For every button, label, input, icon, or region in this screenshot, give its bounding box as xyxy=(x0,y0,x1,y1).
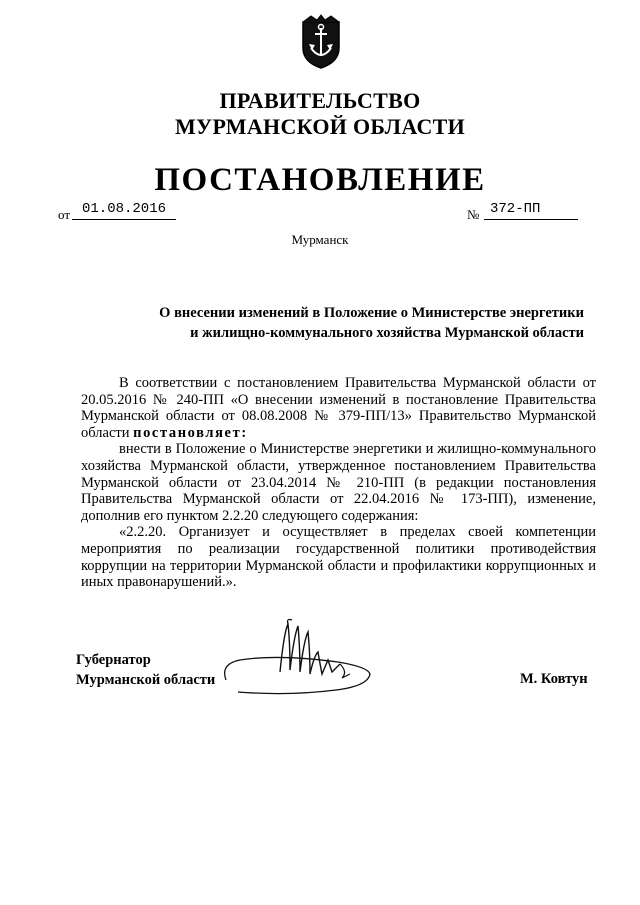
subject-line2: и жилищно-коммунального хозяйства Мурманской области xyxy=(190,325,584,341)
signer-name: М. Ковтун xyxy=(520,671,588,687)
date-label: от xyxy=(58,207,71,222)
org-name-line2: МУРМАНСКОЙ ОБЛАСТИ xyxy=(174,114,466,139)
document-date: 01.08.2016 xyxy=(72,201,176,220)
handwritten-signature xyxy=(218,612,378,702)
paragraph-new-clause: «2.2.20. Организует и осуществляет в пределах своей компетенции мероприятия по реализации государственной политики противодействия коррупции на территории Мурманской области и профилактики коррупционных и иных правонарушений.». xyxy=(81,524,596,591)
city: Мурманск xyxy=(291,232,349,247)
document-body xyxy=(81,375,596,591)
document-subject xyxy=(100,303,584,343)
signer-title-line1: Губернатор xyxy=(76,652,151,668)
org-name-line1: ПРАВИТЕЛЬСТВО xyxy=(219,88,421,113)
document-number: 372-ПП xyxy=(484,201,578,220)
signer-title xyxy=(76,650,215,690)
resolves-word: постановляет: xyxy=(133,424,248,441)
preamble-text: В соответствии с постановлением Правительства Мурманской области от 20.05.2016 № 240-ПП «О внесении изменений в постановление Правительства Мурманской области от 08.08.2008 № 379-ПП/13» Правительство Мурманской области xyxy=(81,375,596,441)
coat-of-arms-icon xyxy=(297,14,345,70)
number-label: № xyxy=(467,207,480,222)
subject-line1: О внесении изменений в Положение о Министерстве энергетики xyxy=(159,305,584,321)
paragraph-preamble xyxy=(81,375,596,441)
paragraph-amendment: внести в Положение о Министерстве энергетики и жилищно-коммунального хозяйства Мурманской области, утвержденное постановлением Правительства Мурманской области от 23.04.2014 № 210-ПП (в редакции постановления Правительства Мурманской области от 22.04.2016 № 173-ПП), изменение, дополнив его пунктом 2.2.20 следующего содержания: xyxy=(81,441,596,524)
signer-title-line2: Мурманской области xyxy=(76,672,216,688)
document-type: ПОСТАНОВЛЕНИЕ xyxy=(154,162,486,198)
